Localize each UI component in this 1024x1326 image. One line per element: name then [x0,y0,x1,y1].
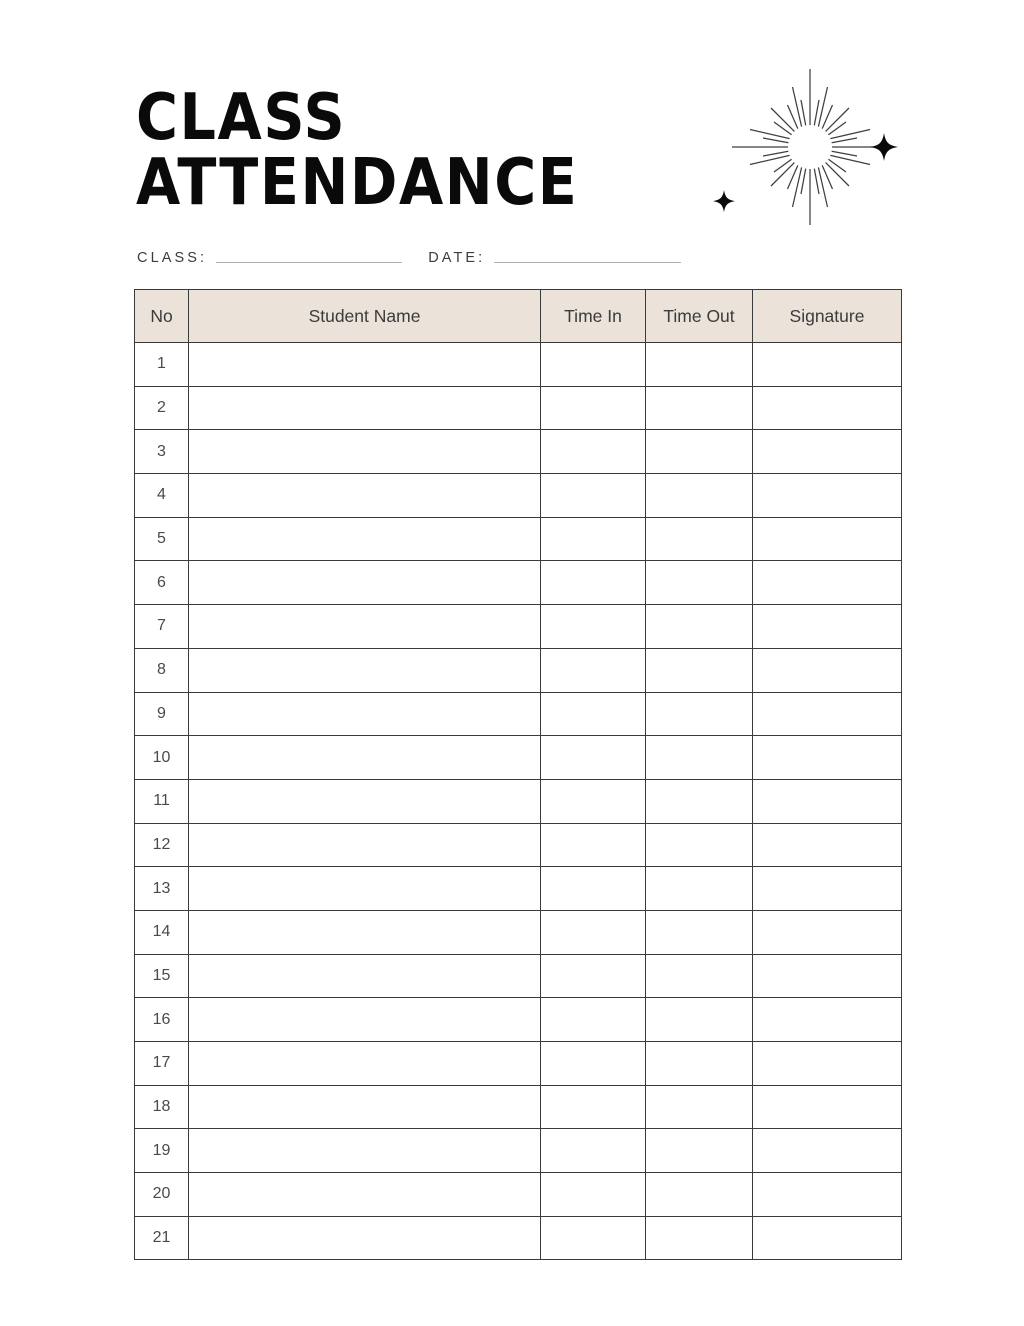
page-title [136,79,579,219]
cell-time-in[interactable] [541,954,646,998]
cell-no: 5 [135,517,189,561]
cell-no: 1 [135,343,189,387]
table-row [135,867,902,911]
cell-time-out[interactable] [646,1042,753,1086]
cell-student-name[interactable] [189,910,541,954]
column-header-time-out: Time Out [646,290,753,343]
cell-no: 21 [135,1216,189,1260]
cell-signature[interactable] [753,561,902,605]
cell-signature[interactable] [753,430,902,474]
cell-signature[interactable] [753,1085,902,1129]
cell-no: 20 [135,1173,189,1217]
cell-time-in[interactable] [541,867,646,911]
decorative-starburst-group [694,62,924,237]
cell-signature[interactable] [753,1129,902,1173]
cell-student-name[interactable] [189,517,541,561]
cell-student-name[interactable] [189,648,541,692]
cell-student-name[interactable] [189,474,541,518]
cell-no: 14 [135,910,189,954]
table-header-row [135,290,902,343]
cell-student-name[interactable] [189,736,541,780]
cell-time-in[interactable] [541,1216,646,1260]
cell-student-name[interactable] [189,867,541,911]
cell-signature[interactable] [753,823,902,867]
cell-time-out[interactable] [646,910,753,954]
cell-time-in[interactable] [541,648,646,692]
cell-signature[interactable] [753,386,902,430]
cell-time-in[interactable] [541,736,646,780]
table-row [135,430,902,474]
table-row [135,910,902,954]
table-row [135,386,902,430]
class-label: CLASS: [137,250,208,266]
cell-time-out[interactable] [646,474,753,518]
cell-no: 7 [135,605,189,649]
cell-no: 6 [135,561,189,605]
cell-time-out[interactable] [646,648,753,692]
cell-student-name[interactable] [189,954,541,998]
table-row [135,954,902,998]
table-row [135,1085,902,1129]
cell-signature[interactable] [753,736,902,780]
cell-no: 11 [135,779,189,823]
cell-time-out[interactable] [646,954,753,998]
cell-student-name[interactable] [189,1085,541,1129]
cell-time-in[interactable] [541,1173,646,1217]
cell-signature[interactable] [753,648,902,692]
cell-student-name[interactable] [189,343,541,387]
cell-time-in[interactable] [541,474,646,518]
table-row [135,1216,902,1260]
cell-time-out[interactable] [646,561,753,605]
cell-no: 16 [135,998,189,1042]
sparkle-icon [870,133,898,161]
cell-time-in[interactable] [541,605,646,649]
cell-signature[interactable] [753,692,902,736]
table-row [135,1042,902,1086]
table-row [135,998,902,1042]
cell-no: 15 [135,954,189,998]
cell-no: 10 [135,736,189,780]
cell-time-out[interactable] [646,605,753,649]
date-input-line[interactable] [494,262,681,263]
cell-time-in[interactable] [541,823,646,867]
cell-time-in[interactable] [541,998,646,1042]
cell-time-out[interactable] [646,1173,753,1217]
cell-no: 18 [135,1085,189,1129]
cell-signature[interactable] [753,517,902,561]
table-header [135,290,902,343]
table-row [135,1173,902,1217]
cell-signature[interactable] [753,954,902,998]
cell-time-out[interactable] [646,779,753,823]
attendance-table-wrapper [134,289,901,1260]
cell-signature[interactable] [753,779,902,823]
cell-time-in[interactable] [541,386,646,430]
cell-time-in[interactable] [541,1085,646,1129]
cell-time-out[interactable] [646,1216,753,1260]
cell-signature[interactable] [753,998,902,1042]
column-header-student-name: Student Name [189,290,541,343]
cell-student-name[interactable] [189,823,541,867]
cell-no: 4 [135,474,189,518]
cell-signature[interactable] [753,474,902,518]
cell-student-name[interactable] [189,561,541,605]
cell-time-out[interactable] [646,517,753,561]
cell-time-out[interactable] [646,1085,753,1129]
cell-signature[interactable] [753,910,902,954]
cell-time-in[interactable] [541,430,646,474]
cell-student-name[interactable] [189,605,541,649]
column-header-no: No [135,290,189,343]
cell-signature[interactable] [753,605,902,649]
cell-student-name[interactable] [189,1129,541,1173]
cell-no: 17 [135,1042,189,1086]
cell-time-out[interactable] [646,692,753,736]
table-row [135,517,902,561]
column-header-signature: Signature [753,290,902,343]
cell-time-out[interactable] [646,386,753,430]
table-row [135,648,902,692]
cell-time-in[interactable] [541,692,646,736]
cell-time-out[interactable] [646,823,753,867]
cell-time-out[interactable] [646,998,753,1042]
cell-student-name[interactable] [189,779,541,823]
cell-signature[interactable] [753,1042,902,1086]
cell-student-name[interactable] [189,1042,541,1086]
date-label: DATE: [428,250,486,266]
cell-student-name[interactable] [189,430,541,474]
cell-time-out[interactable] [646,736,753,780]
cell-time-in[interactable] [541,517,646,561]
class-input-line[interactable] [216,262,402,263]
cell-student-name[interactable] [189,1173,541,1217]
cell-student-name[interactable] [189,386,541,430]
cell-time-in[interactable] [541,561,646,605]
table-row [135,779,902,823]
class-date-row [137,246,897,270]
cell-time-in[interactable] [541,343,646,387]
table-row [135,561,902,605]
cell-no: 13 [135,867,189,911]
cell-no: 9 [135,692,189,736]
starburst-icon [694,62,924,237]
table-row [135,605,902,649]
cell-student-name[interactable] [189,692,541,736]
cell-time-out[interactable] [646,430,753,474]
cell-no: 8 [135,648,189,692]
sparkle-icon [713,190,735,212]
page-title-line-2: ATTENDANCE [136,144,579,219]
table-row [135,692,902,736]
cell-time-in[interactable] [541,1129,646,1173]
cell-time-out[interactable] [646,867,753,911]
cell-student-name[interactable] [189,998,541,1042]
table-body [135,343,902,1260]
cell-no: 3 [135,430,189,474]
cell-no: 2 [135,386,189,430]
cell-time-in[interactable] [541,910,646,954]
cell-time-in[interactable] [541,1042,646,1086]
cell-no: 12 [135,823,189,867]
cell-student-name[interactable] [189,1216,541,1260]
table-row [135,1129,902,1173]
cell-signature[interactable] [753,867,902,911]
cell-signature[interactable] [753,1216,902,1260]
cell-signature[interactable] [753,1173,902,1217]
attendance-table [134,289,902,1260]
cell-no: 19 [135,1129,189,1173]
page-title-line-1: CLASS [136,79,347,154]
table-row [135,823,902,867]
cell-time-in[interactable] [541,779,646,823]
table-row [135,343,902,387]
table-row [135,474,902,518]
cell-signature[interactable] [753,343,902,387]
table-row [135,736,902,780]
column-header-time-in: Time In [541,290,646,343]
cell-time-out[interactable] [646,343,753,387]
cell-time-out[interactable] [646,1129,753,1173]
